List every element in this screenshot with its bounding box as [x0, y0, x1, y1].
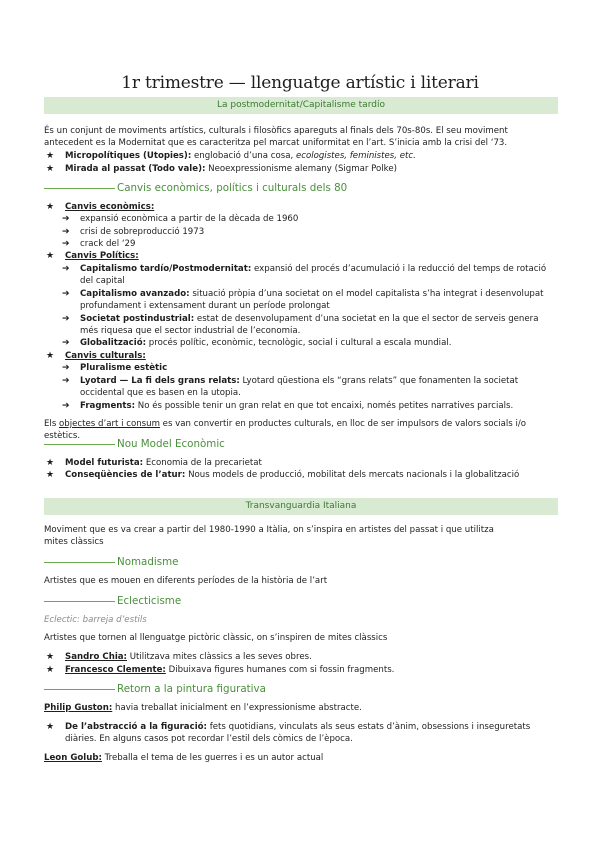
artist-sandro-chia: [65, 651, 312, 663]
bullet-italic: ecologistes, feministes, etc.: [295, 151, 416, 161]
bullet-micropolitics: [65, 150, 416, 162]
item-label: Fragments:: [80, 401, 136, 411]
heading-text: Retorn a la pintura figurativa: [117, 683, 266, 695]
label-political-changes: [65, 250, 139, 262]
star-bullet-icon: ★: [46, 351, 55, 361]
item-text: estat de desenvolupament d’una societat en la que el sector de serveis genera més riquesa que el sector industrial de l’economia.: [80, 314, 539, 337]
text: Els: [44, 419, 60, 429]
heading-rule: [44, 601, 115, 602]
arrow-right-icon: ➔: [62, 214, 70, 224]
artist-text: Dibuixava figures humanes com si fossin fragments.: [165, 665, 395, 675]
heading-text: Nomadisme: [117, 556, 179, 568]
underlined-text: objectes d’art i consum: [59, 419, 160, 429]
arrow-right-icon: ➔: [62, 314, 70, 324]
arrow-right-icon: ➔: [62, 401, 70, 411]
list-item: [80, 400, 513, 412]
label-text: Canvis econòmics:: [65, 202, 155, 212]
item-text: No és possible tenir un gran relat en que tot encaixi, només petites narratives parcials.: [135, 401, 514, 411]
heading-rule: [44, 562, 115, 563]
bullet-look-to-past: [65, 163, 397, 175]
eclecticism-subtitle: Eclectic: barreja d’estils: [44, 615, 147, 625]
item-label: Capitalismo tardío/Postmodernitat:: [80, 264, 252, 274]
list-item: [80, 288, 556, 313]
artist-text: Treballa el tema de les guerres i es un autor actual: [101, 753, 324, 763]
bullet-futurist-model: [65, 457, 262, 469]
item-text: procés polític, econòmic, tecnològic, social i cultural a escala mundial.: [146, 338, 452, 348]
label-text: Canvis culturals:: [65, 351, 146, 361]
bullet-text: Nous models de producció, mobilitat dels mercats nacionals i la globalització: [185, 470, 520, 480]
list-item: expansió econòmica a partir de la dècada de 1960: [80, 214, 299, 224]
star-bullet-icon: ★: [46, 652, 55, 662]
list-item: [80, 313, 556, 338]
section-band-transavantgarde: Transvanguardia Italiana: [44, 498, 558, 515]
heading-rule: [44, 444, 115, 445]
bullet-text: englobació d’una cosa,: [191, 151, 296, 161]
heading-economic-model: [44, 437, 225, 451]
text: es van convertir en productes culturals, en lloc de ser impulsors de valors socials i/o estètics.: [44, 419, 527, 442]
item-text: situació pròpia d’una societat on el model capitalista s’ha integrat i desenvolupat profundament i extensament durant un període prolongat: [80, 289, 544, 312]
item-text: expansió del procés d’acumulació i la reducció del temps de rotació del capital: [80, 264, 547, 287]
list-item: [80, 337, 451, 349]
arrow-right-icon: ➔: [62, 338, 70, 348]
item-text: Lyotard qüestiona els “grans relats” que fonamenten la societat occidental que es basen en la utopia.: [80, 376, 519, 399]
golub-paragraph: [44, 752, 558, 764]
artist-francesco-clemente: [65, 664, 394, 676]
list-item: [80, 263, 556, 288]
bullet-label: Model futurista:: [65, 458, 144, 468]
star-bullet-icon: ★: [46, 470, 55, 480]
item-label: Societat postindustrial:: [80, 314, 195, 324]
bullet-label: Conseqüències de l’atur:: [65, 470, 186, 480]
item-label: Capitalismo avanzado:: [80, 289, 190, 299]
star-bullet-icon: ★: [46, 251, 55, 261]
label-cultural-changes: [65, 350, 146, 362]
page-title: 1r trimestre — llenguatge artístic i literari: [121, 73, 479, 93]
label-economic-changes: [65, 201, 154, 213]
heading-figurative: [44, 682, 266, 696]
star-bullet-icon: ★: [46, 164, 55, 174]
bullet-unemployment: [65, 469, 519, 481]
bullet-text: fets quotidians, vinculats als seus estats d’ànim, obsessions i inseguretats diàries. En alguns casos pot recordar l’estil dels còmics de l’època.: [65, 722, 531, 745]
bullet-abstraction-to-figuration: [65, 721, 551, 746]
arrow-right-icon: ➔: [62, 363, 70, 373]
heading-text: Canvis econòmics, polítics i culturals dels 80: [117, 182, 348, 194]
transavantgarde-paragraph: Moviment que es va crear a partir del 1980-1990 a Itàlia, on s’inspira en artistes del passat i que utilitza mites clàssics: [44, 525, 494, 548]
heading-rule: [44, 188, 115, 189]
arrow-right-icon: ➔: [62, 376, 70, 386]
bullet-text: Neoexpressionisme alemany (Sigmar Polke): [205, 164, 397, 174]
list-item: crisi de sobreproducció 1973: [80, 227, 205, 237]
heading-rule: [44, 689, 115, 690]
arrow-right-icon: ➔: [62, 289, 70, 299]
bullet-label: Mirada al passat (Todo vale):: [65, 164, 206, 174]
nomadism-text: Artistes que es mouen en diferents períodes de la història de l’art: [44, 576, 328, 586]
item-label: Globalització:: [80, 338, 147, 348]
heading-changes: [44, 181, 347, 195]
guston-paragraph: [44, 702, 558, 714]
star-bullet-icon: ★: [46, 722, 55, 732]
eclecticism-text: Artistes que tornen al llenguatge pictòric clàssic, on s’inspiren de mites clàssics: [44, 633, 388, 643]
label-text: Canvis Polítics:: [65, 251, 139, 261]
item-label: Pluralisme estètic: [80, 363, 168, 373]
bullet-text: Economia de la precarietat: [143, 458, 262, 468]
artist-text: havia treballat inicialment en l’expressionisme abstracte.: [112, 703, 362, 713]
heading-text: Eclecticisme: [117, 595, 182, 607]
artist-name: Sandro Chia:: [65, 652, 127, 662]
intro-paragraph: És un conjunt de moviments artístics, culturals i filosòfics apareguts al finals dels 70s-80s. El seu moviment antecedent es la Modernitat que es caracteritza pel marcat uniformitat en l’art. S’inicia amb la crisi del ‘73.: [44, 126, 508, 149]
heading-text: Nou Model Econòmic: [117, 438, 225, 450]
arrow-right-icon: ➔: [62, 227, 70, 237]
bullet-label: Micropolítiques (Utopies):: [65, 151, 192, 161]
heading-eclecticism: [44, 594, 181, 608]
arrow-right-icon: ➔: [62, 239, 70, 249]
artist-name: Leon Golub:: [44, 753, 102, 763]
bullet-label: De l’abstracció a la figuració:: [65, 722, 207, 732]
star-bullet-icon: ★: [46, 202, 55, 212]
list-item: [80, 362, 167, 374]
star-bullet-icon: ★: [46, 458, 55, 468]
star-bullet-icon: ★: [46, 151, 55, 161]
item-label: Lyotard — La fi dels grans relats:: [80, 376, 240, 386]
star-bullet-icon: ★: [46, 665, 55, 675]
section-band-postmodernity: La postmodernitat/Capitalisme tardío: [44, 97, 558, 114]
list-item: crack del ‘29: [80, 239, 136, 249]
arrow-right-icon: ➔: [62, 264, 70, 274]
artist-name: Francesco Clemente:: [65, 665, 166, 675]
artist-name: Philip Guston:: [44, 703, 113, 713]
artist-text: Utilitzava mites clàssics a les seves obres.: [127, 652, 312, 662]
list-item: [80, 375, 556, 400]
heading-nomadism: [44, 555, 178, 569]
